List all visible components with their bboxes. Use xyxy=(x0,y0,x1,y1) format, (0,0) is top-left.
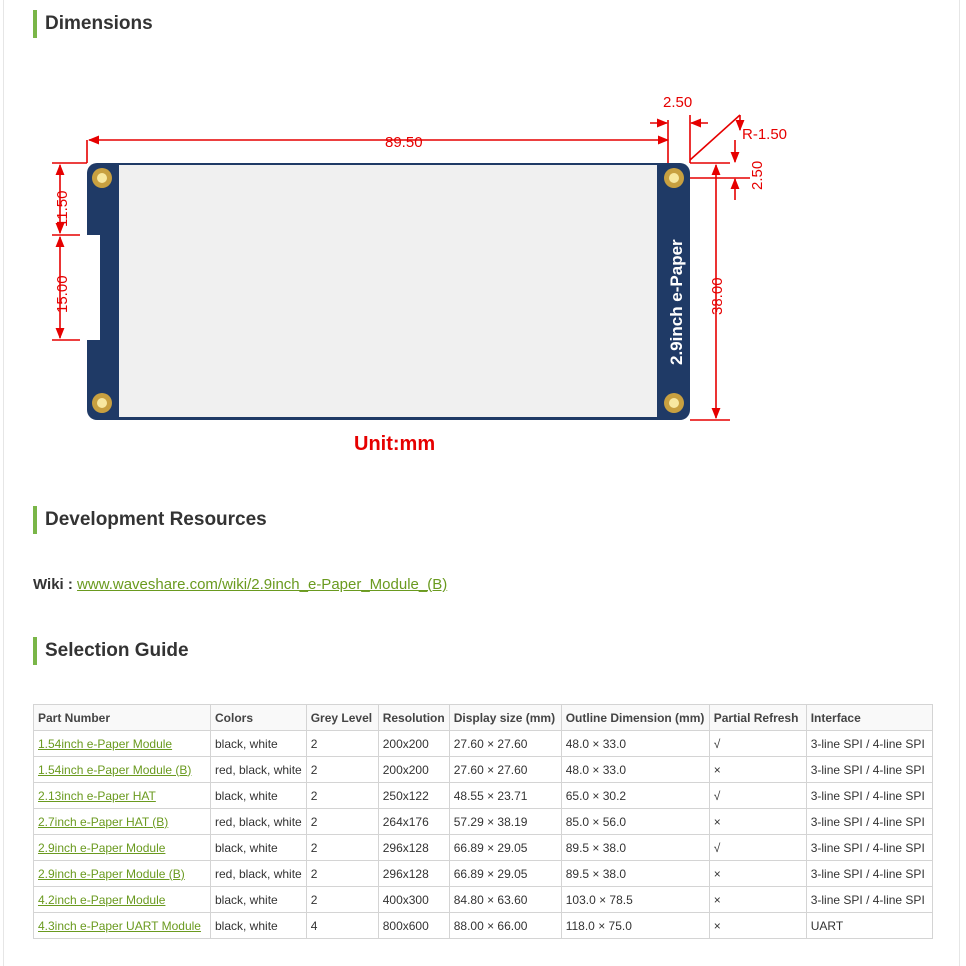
table-row xyxy=(34,861,933,887)
table-row xyxy=(34,887,933,913)
cell-outline: 89.5 × 38.0 xyxy=(561,861,709,887)
cell-display-size: 66.89 × 29.05 xyxy=(449,861,561,887)
part-link[interactable]: 1.54inch e-Paper Module xyxy=(38,736,173,751)
left-upper-label: 11.50 xyxy=(54,190,71,227)
development-resources-heading: Development Resources xyxy=(33,506,267,534)
cell-outline: 48.0 × 33.0 xyxy=(561,731,709,757)
table-row xyxy=(34,835,933,861)
board-label: 2.9inch e-Paper xyxy=(667,239,686,365)
radius-label: R-1.50 xyxy=(742,126,788,143)
left-lower-label: 15.00 xyxy=(54,275,71,313)
cell-colors: red, black, white xyxy=(211,809,307,835)
table-header-row xyxy=(34,705,933,731)
col-colors: Colors xyxy=(211,705,307,731)
cell-outline: 118.0 × 75.0 xyxy=(561,913,709,939)
table-row xyxy=(34,731,933,757)
height-label: 38.00 xyxy=(709,277,726,315)
cell-partial-refresh: √ xyxy=(709,835,806,861)
epaper-board xyxy=(80,163,690,420)
selection-guide-heading: Selection Guide xyxy=(33,637,189,665)
dimension-diagram xyxy=(40,85,820,465)
page-border-right xyxy=(959,0,960,966)
wiki-line xyxy=(33,576,447,593)
part-link[interactable]: 2.9inch e-Paper Module (B) xyxy=(38,866,185,881)
cell-partial-refresh: √ xyxy=(709,731,806,757)
hole-offset-x-label: 2.50 xyxy=(663,94,693,111)
cell-partial-refresh: × xyxy=(709,887,806,913)
cell-colors: black, white xyxy=(211,783,307,809)
cell-interface: 3-line SPI / 4-line SPI xyxy=(806,861,932,887)
wiki-link[interactable]: www.waveshare.com/wiki/2.9inch_e-Paper_Module_(B) xyxy=(77,576,448,593)
width-label: 89.50 xyxy=(385,134,423,151)
unit-label: Unit:mm xyxy=(354,433,436,455)
cell-display-size: 27.60 × 27.60 xyxy=(449,731,561,757)
cell-partial-refresh: × xyxy=(709,757,806,783)
part-link[interactable]: 1.54inch e-Paper Module (B) xyxy=(38,762,192,777)
cell-interface: 3-line SPI / 4-line SPI xyxy=(806,809,932,835)
cell-outline: 65.0 × 30.2 xyxy=(561,783,709,809)
table-row xyxy=(34,809,933,835)
col-resolution: Resolution xyxy=(378,705,449,731)
hole-offset-y-label: 2.50 xyxy=(749,160,766,190)
cell-interface: 3-line SPI / 4-line SPI xyxy=(806,731,932,757)
table-row xyxy=(34,783,933,809)
cell-grey-level: 2 xyxy=(306,783,378,809)
col-outline-dimension: Outline Dimension (mm) xyxy=(561,705,709,731)
cell-colors: red, black, white xyxy=(211,757,307,783)
part-link[interactable]: 2.7inch e-Paper HAT (B) xyxy=(38,814,169,829)
selection-table xyxy=(33,704,933,939)
cell-grey-level: 2 xyxy=(306,809,378,835)
cell-grey-level: 2 xyxy=(306,757,378,783)
cell-outline: 103.0 × 78.5 xyxy=(561,887,709,913)
col-part-number: Part Number xyxy=(34,705,211,731)
cell-display-size: 57.29 × 38.19 xyxy=(449,809,561,835)
cell-resolution: 400x300 xyxy=(378,887,449,913)
cell-colors: black, white xyxy=(211,731,307,757)
cell-grey-level: 2 xyxy=(306,835,378,861)
cell-display-size: 48.55 × 23.71 xyxy=(449,783,561,809)
cell-resolution: 296x128 xyxy=(378,861,449,887)
cell-interface: 3-line SPI / 4-line SPI xyxy=(806,887,932,913)
cell-resolution: 200x200 xyxy=(378,757,449,783)
cell-grey-level: 2 xyxy=(306,887,378,913)
dimensions-heading: Dimensions xyxy=(33,10,153,38)
cell-resolution: 264x176 xyxy=(378,809,449,835)
part-link[interactable]: 2.13inch e-Paper HAT xyxy=(38,788,156,803)
cell-partial-refresh: × xyxy=(709,913,806,939)
cell-interface: UART xyxy=(806,913,932,939)
cell-partial-refresh: × xyxy=(709,861,806,887)
col-partial-refresh: Partial Refresh xyxy=(709,705,806,731)
cell-partial-refresh: × xyxy=(709,809,806,835)
cell-outline: 89.5 × 38.0 xyxy=(561,835,709,861)
cell-partial-refresh: √ xyxy=(709,783,806,809)
cell-display-size: 84.80 × 63.60 xyxy=(449,887,561,913)
cell-display-size: 88.00 × 66.00 xyxy=(449,913,561,939)
page-border-left xyxy=(3,0,4,966)
cell-grey-level: 4 xyxy=(306,913,378,939)
col-display-size: Display size (mm) xyxy=(449,705,561,731)
cell-display-size: 66.89 × 29.05 xyxy=(449,835,561,861)
part-link[interactable]: 4.3inch e-Paper UART Module xyxy=(38,918,201,933)
cell-colors: black, white xyxy=(211,887,307,913)
col-grey-level: Grey Level xyxy=(306,705,378,731)
cell-colors: red, black, white xyxy=(211,861,307,887)
cell-interface: 3-line SPI / 4-line SPI xyxy=(806,835,932,861)
part-link[interactable]: 4.2inch e-Paper Module xyxy=(38,892,166,907)
wiki-label: Wiki : xyxy=(33,576,73,593)
cell-colors: black, white xyxy=(211,913,307,939)
cell-grey-level: 2 xyxy=(306,861,378,887)
cell-outline: 48.0 × 33.0 xyxy=(561,757,709,783)
cell-resolution: 200x200 xyxy=(378,731,449,757)
col-interface: Interface xyxy=(806,705,932,731)
cell-colors: black, white xyxy=(211,835,307,861)
part-link[interactable]: 2.9inch e-Paper Module xyxy=(38,840,166,855)
table-row xyxy=(34,913,933,939)
cell-resolution: 250x122 xyxy=(378,783,449,809)
cell-interface: 3-line SPI / 4-line SPI xyxy=(806,783,932,809)
cell-grey-level: 2 xyxy=(306,731,378,757)
cell-resolution: 800x600 xyxy=(378,913,449,939)
table-row xyxy=(34,757,933,783)
cell-display-size: 27.60 × 27.60 xyxy=(449,757,561,783)
cell-outline: 85.0 × 56.0 xyxy=(561,809,709,835)
cell-interface: 3-line SPI / 4-line SPI xyxy=(806,757,932,783)
cell-resolution: 296x128 xyxy=(378,835,449,861)
